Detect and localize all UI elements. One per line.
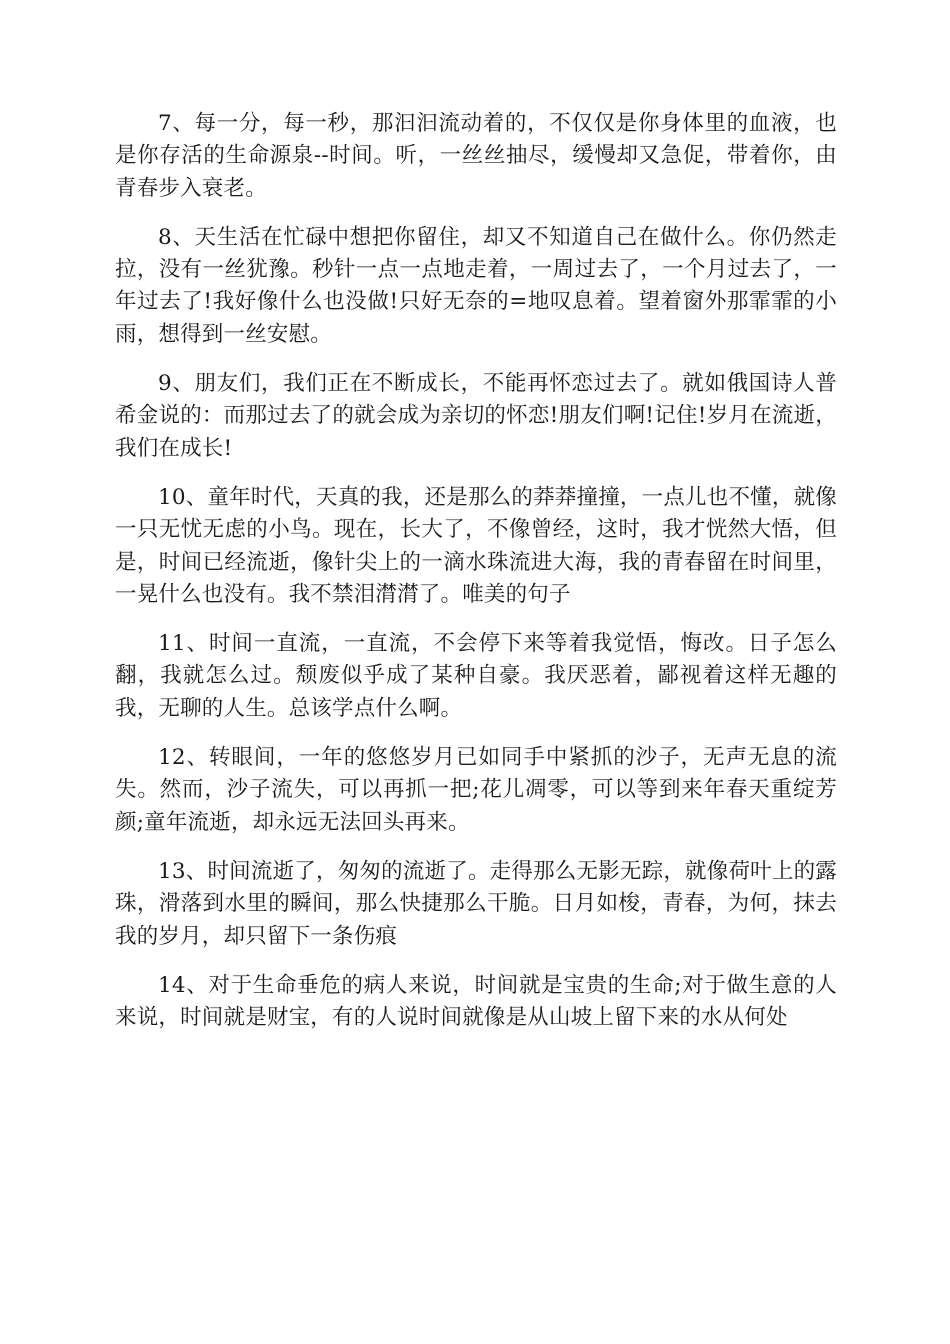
paragraph-8: 8、天生活在忙碌中想把你留住，却又不知道自己在做什么。你仍然走拉，没有一丝犹豫。秒针一点一点地走着，一周过去了，一个月过去了，一年过去了!我好像什么也没做!只好无奈的=地叹息着。望着窗外那霏霏的小雨，想得到一丝安慰。 [115, 224, 837, 347]
paragraph-13: 13、时间流逝了，匆匆的流逝了。走得那么无影无踪，就像荷叶上的露珠，滑落到水里的瞬间，那么快捷那么干脆。日月如梭，青春，为何，抹去我的岁月，却只留下一条伤痕 [115, 858, 837, 949]
paragraph-11: 11、时间一直流，一直流，不会停下来等着我觉悟，悔改。日子怎么翻，我就怎么过。颓废似乎成了某种自豪。我厌恶着，鄙视着这样无趣的我，无聊的人生。总该学点什么啊。 [115, 631, 837, 721]
paragraph-7: 7、每一分，每一秒，那汩汩流动着的，不仅仅是你身体里的血液，也是你存活的生命源泉--时间。听，一丝丝抽尽，缓慢却又急促，带着你，由青春步入衰老。 [115, 111, 837, 201]
paragraph-14: 14、对于生命垂危的病人来说，时间就是宝贵的生命;对于做生意的人来说，时间就是财宝，有的人说时间就像是从山坡上留下来的水从何处 [115, 972, 837, 1031]
paragraph-12: 12、转眼间，一年的悠悠岁月已如同手中紧抓的沙子，无声无息的流失。然而，沙子流失，可以再抓一把;花儿凋零，可以等到来年春天重绽芳颜;童年流逝，却永远无法回头再来。 [115, 745, 837, 835]
paragraph-9: 9、朋友们，我们正在不断成长，不能再怀恋过去了。就如俄国诗人普希金说的：而那过去了的就会成为亲切的怀恋!朋友们啊!记住!岁月在流逝，我们在成长! [115, 371, 837, 461]
paragraph-10: 10、童年时代，天真的我，还是那么的莽莽撞撞，一点儿也不懂，就像一只无忧无虑的小鸟。现在，长大了，不像曾经，这时，我才恍然大悟，但是，时间已经流逝，像针尖上的一滴水珠流进大海，我的青春留在时间里，一晃什么也没有。我不禁泪潸潸了。唯美的句子 [115, 484, 837, 607]
document-body [115, 108, 837, 1051]
